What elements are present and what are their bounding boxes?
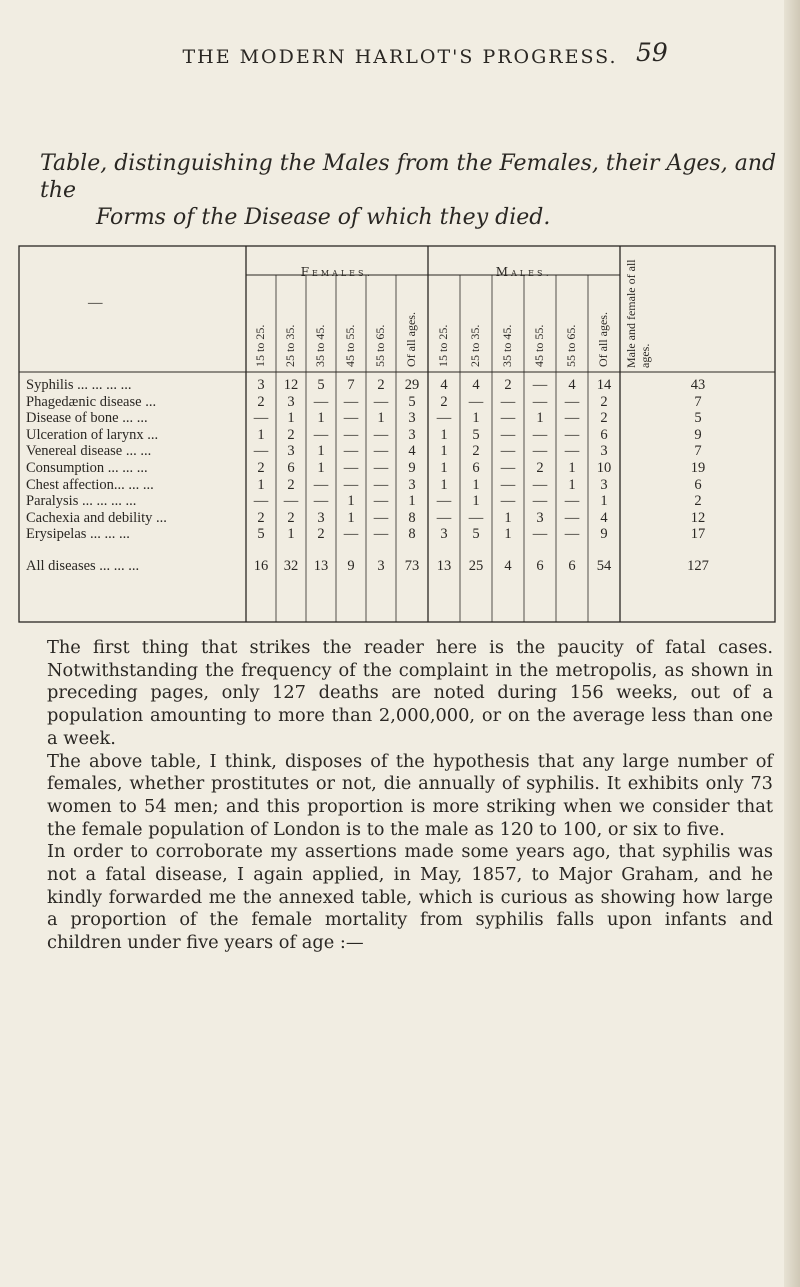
table-cell: 6	[287, 460, 295, 476]
table-cell: 5	[317, 377, 325, 393]
col-header-female: 25 to 35.	[283, 324, 297, 367]
table-cell: —	[564, 509, 580, 526]
table-cell: —	[373, 426, 389, 443]
table-cell: 1	[317, 443, 325, 460]
col-header-male: 45 to 55.	[532, 324, 546, 367]
table-cell: 6	[472, 460, 480, 476]
total-cell: 9	[347, 558, 355, 574]
table-caption	[40, 150, 780, 231]
table-cell: 1	[347, 493, 355, 510]
group-header-males: Males.	[495, 265, 553, 279]
table-cell: 3	[600, 443, 608, 460]
table-cell: 4	[600, 509, 608, 526]
table-cell: 2	[600, 393, 608, 410]
table-cell: 2	[440, 393, 448, 410]
table-cell: —	[436, 493, 452, 510]
running-head: THE MODERN HARLOT'S PROGRESS.	[182, 46, 618, 68]
total-cell: 73	[404, 558, 420, 574]
row-label: Ulceration of larynx ...	[26, 426, 159, 443]
stub-header: —	[88, 295, 103, 311]
table-cell: —	[373, 476, 389, 493]
table-cell: 5	[694, 410, 702, 427]
table-cell: 1	[472, 493, 480, 510]
table-cell: —	[500, 460, 516, 476]
total-cell: 32	[283, 558, 299, 574]
table-cell: 1	[504, 526, 512, 543]
table-cell: 2	[504, 377, 512, 393]
table-cell: 1	[504, 509, 512, 526]
table-cell: 2	[694, 493, 702, 510]
table-cell: —	[343, 426, 359, 443]
table-cell: 1	[568, 460, 576, 476]
table-cell: 3	[600, 476, 608, 493]
table-cell: 1	[257, 476, 265, 493]
table-cell: 9	[694, 426, 702, 443]
table-cell: 6	[600, 426, 608, 443]
table-cell: —	[283, 493, 299, 510]
table-cell: —	[313, 426, 329, 443]
caption-line-1: Table, distinguishing the Males from the Females, their Ages, and the	[40, 151, 777, 203]
table-cell: 1	[440, 443, 448, 460]
table-cell: 4	[472, 377, 480, 393]
table-cell: —	[532, 393, 548, 410]
row-label: Erysipelas ... ... ...	[26, 526, 130, 543]
table-cell: —	[500, 393, 516, 410]
row-label: Venereal disease ... ...	[26, 443, 152, 460]
row-label: Cachexia and debility ...	[26, 509, 167, 526]
table-cell: —	[313, 493, 329, 510]
table-cell: —	[373, 443, 389, 460]
table-cell: 1	[472, 410, 480, 427]
caption-line-2: Forms of the Disease of which they died.	[96, 205, 551, 230]
table-cell: —	[468, 393, 484, 410]
table-cell: 1	[257, 426, 265, 443]
table-cell: 9	[408, 460, 416, 476]
row-label: Syphilis ... ... ... ...	[26, 377, 132, 393]
body-text	[47, 637, 773, 955]
table-cell: 3	[287, 393, 295, 410]
row-label: Phagedænic disease ...	[26, 393, 157, 410]
table-cell: —	[564, 526, 580, 543]
table-cell: 2	[536, 460, 544, 476]
table-cell: —	[253, 410, 269, 427]
table-cell: —	[500, 410, 516, 427]
col-header-female: 55 to 65.	[373, 324, 387, 367]
table-cell: —	[564, 410, 580, 427]
row-label: Chest affection... ... ...	[26, 476, 154, 493]
paragraph: The above table, I think, disposes of the hypothesis that any large number of females, whether prostitutes or not, die annually of syphilis. It exhibits only 73 women to 54 men; and this proportion is more striking when we consider that the female population of London is to the male as 120 to 100, or six to five.	[47, 750, 773, 840]
table-cell: —	[532, 443, 548, 460]
col-header-female: Of all ages.	[404, 312, 418, 367]
table-cell: 2	[377, 377, 385, 393]
table-cell: —	[564, 426, 580, 443]
table-cell: 5	[257, 526, 265, 543]
table-cell: —	[343, 443, 359, 460]
table-cell: 1	[440, 476, 448, 493]
table-cell: 5	[472, 426, 480, 443]
table-cell: 1	[408, 493, 416, 510]
table-cell: —	[313, 476, 329, 493]
table-cell: —	[468, 509, 484, 526]
table-cell: 5	[472, 526, 480, 543]
table-cell: 1	[287, 410, 295, 427]
total-cell: 13	[313, 558, 329, 574]
table-cell: 1	[536, 410, 544, 427]
table-cell: 3	[257, 377, 265, 393]
table-cell: —	[532, 377, 548, 393]
total-cell: 13	[436, 558, 452, 574]
col-header-male: 35 to 45.	[500, 324, 514, 367]
table-cell: —	[343, 393, 359, 410]
table-cell: 1	[317, 410, 325, 427]
page-number: 59	[636, 38, 668, 67]
table-cell: —	[253, 493, 269, 510]
mortality-table	[18, 245, 776, 623]
table-cell: —	[500, 426, 516, 443]
table-cell: 2	[287, 509, 295, 526]
table-cell: —	[532, 493, 548, 510]
table-cell: —	[532, 476, 548, 493]
row-label: All diseases ... ... ...	[26, 558, 140, 574]
table-cell: 12	[690, 509, 706, 526]
total-cell: 16	[253, 558, 269, 574]
table-cell: 2	[472, 443, 480, 460]
total-cell: 3	[377, 558, 385, 574]
table-cell: 12	[283, 377, 299, 393]
table-cell: 29	[404, 377, 420, 393]
col-header-female: 15 to 25.	[253, 324, 267, 367]
table-cell: 9	[600, 526, 608, 543]
row-label: Consumption ... ... ...	[26, 460, 148, 476]
table-cell: 3	[408, 476, 416, 493]
table-cell: —	[500, 443, 516, 460]
table-cell: 19	[690, 460, 706, 476]
table-cell: —	[373, 526, 389, 543]
table-cell: 8	[408, 509, 416, 526]
table-cell: —	[532, 526, 548, 543]
table-cell: 2	[257, 460, 265, 476]
col-header-male: 25 to 35.	[468, 324, 482, 367]
table-cell: —	[564, 393, 580, 410]
table-cell: 3	[536, 509, 544, 526]
paragraph: The first thing that strikes the reader here is the paucity of fatal cases. Notwithstanding the frequency of the complaint in the metropolis, as shown in preceding pages, only 127 deaths are noted during 156 weeks, out of a population amounting to more than 2,000,000, or on the average less than one a week.	[47, 637, 773, 749]
total-cell: 127	[687, 558, 709, 574]
table-cell: —	[373, 460, 389, 476]
table-cell: 4	[568, 377, 576, 393]
table-cell: 5	[408, 393, 416, 410]
table-cell: —	[253, 443, 269, 460]
table-cell: 1	[347, 509, 355, 526]
col-header-female: 35 to 45.	[313, 324, 327, 367]
table-cell: —	[532, 426, 548, 443]
table-cell: —	[343, 460, 359, 476]
row-label: Paralysis ... ... ... ...	[26, 493, 137, 510]
paragraph: In order to corroborate my assertions made some years ago, that syphilis was not a fatal disease, I again applied, in May, 1857, to Major Graham, and he kindly forwarded me the annexed table, which is curious as showing how large a proportion of the female mortality from syphilis falls upon infants and children under five years of age :—	[47, 841, 773, 954]
total-cell: 25	[468, 558, 484, 574]
table-cell: 8	[408, 526, 416, 543]
table-cell: 1	[317, 460, 325, 476]
table-cell: 1	[472, 476, 480, 493]
table-cell: 2	[287, 476, 295, 493]
table-cell: —	[373, 493, 389, 510]
table-cell: 1	[568, 476, 576, 493]
col-header-male: 55 to 65.	[564, 324, 578, 367]
table-cell: —	[343, 476, 359, 493]
table-cell: 3	[287, 443, 295, 460]
table-cell: —	[500, 476, 516, 493]
table-cell: —	[564, 493, 580, 510]
table-cell: 3	[317, 509, 325, 526]
table-cell: 2	[317, 526, 325, 543]
table-cell: —	[373, 509, 389, 526]
table-cell: 6	[694, 476, 702, 493]
col-header-female: 45 to 55.	[343, 324, 357, 367]
col-header-total: Male and female of all ages.	[624, 259, 652, 368]
total-cell: 6	[536, 558, 544, 574]
table-cell: 3	[408, 410, 416, 427]
table-cell: 2	[257, 393, 265, 410]
group-header-females: Females.	[300, 265, 374, 279]
table-cell: 2	[287, 426, 295, 443]
table-cell: 4	[408, 443, 416, 460]
total-cell: 54	[596, 558, 612, 574]
row-label: Disease of bone ... ...	[26, 410, 148, 427]
table-cell: 17	[690, 526, 706, 543]
table-cell: —	[436, 509, 452, 526]
table-cell: 3	[440, 526, 448, 543]
table-cell: 3	[408, 426, 416, 443]
table-cell: 2	[257, 509, 265, 526]
table-cell: —	[436, 410, 452, 427]
table-cell: 4	[440, 377, 448, 393]
total-cell: 6	[568, 558, 576, 574]
table-cell: 1	[440, 460, 448, 476]
table-cell: —	[343, 526, 359, 543]
table-cell: 43	[690, 377, 706, 393]
table-cell: 10	[596, 460, 612, 476]
table-cell: 1	[600, 493, 608, 510]
table-cell: 7	[694, 393, 702, 410]
table-cell: 7	[694, 443, 702, 460]
table-cell: 1	[377, 410, 385, 427]
col-header-male: 15 to 25.	[436, 324, 450, 367]
table-cell: 2	[600, 410, 608, 427]
col-header-male: Of all ages.	[596, 312, 610, 367]
table-cell: 14	[596, 377, 612, 393]
total-cell: 4	[504, 558, 512, 574]
table-cell: —	[313, 393, 329, 410]
page-edge	[784, 0, 800, 1287]
table-cell: —	[373, 393, 389, 410]
table-cell: 1	[287, 526, 295, 543]
table-cell: 7	[347, 377, 355, 393]
table-cell: 1	[440, 426, 448, 443]
table-cell: —	[343, 410, 359, 427]
table-cell: —	[500, 493, 516, 510]
table-cell: —	[564, 443, 580, 460]
